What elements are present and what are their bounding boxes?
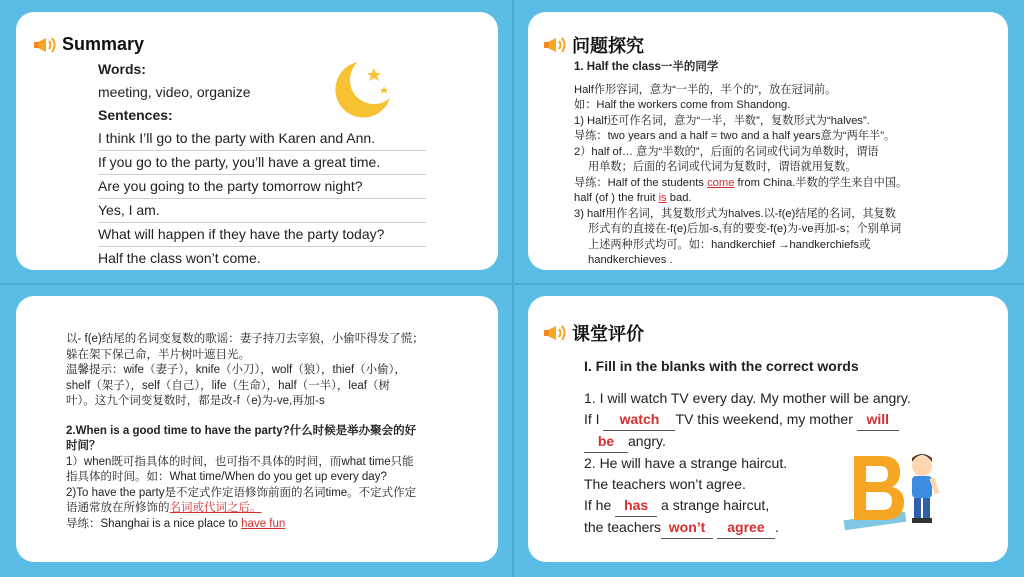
rules-panel <box>16 296 498 562</box>
text-span: angry. <box>628 433 666 449</box>
panel-divider-vertical <box>512 0 514 577</box>
panel-divider-horizontal <box>0 283 1024 285</box>
rules-line: 温馨提示：wife（妻子），knife（小刀），wolf（狼），thief（小偷）， <box>66 364 406 376</box>
explore-content <box>574 60 974 269</box>
exercise-line: 2. He will have a strange haircut. <box>584 455 788 471</box>
rules-line: 1）when既可指具体的时间，也可指不具体的时间，而what time只能 <box>66 455 414 468</box>
rules-line: shelf（架子），self（自己），life（生命），half（一半），leaf（树 <box>66 379 390 392</box>
text-span: 导练：Shanghai is a nice place to <box>66 517 242 530</box>
answer-blank-will: will <box>857 409 899 431</box>
text-span: 语通常放在所修饰的 <box>66 502 170 514</box>
rules-line: 叶）。这九个词变复数时，都是改-f（e)为-ve,再加-s <box>66 395 325 407</box>
summary-line: Half the class won’t come. <box>98 250 261 266</box>
text-span: bad. <box>666 192 692 204</box>
rules-line <box>66 501 476 517</box>
explore-line: 导练：two years and a half = two and a half years意为“两年半”。 <box>574 130 896 142</box>
text-span: 导练：Half of the students <box>574 176 708 189</box>
answer-word: have fun <box>241 517 286 530</box>
explore-header <box>542 32 644 58</box>
question-heading: 1. Half the class一半的同学 <box>574 61 719 73</box>
megaphone-icon <box>32 35 58 55</box>
answer-blank-has: has <box>615 495 657 517</box>
explore-line: 2）half of… 意为“半数的”，后面的名词或代词为单数时，谓语 <box>574 145 879 158</box>
evaluate-header <box>542 320 644 346</box>
evaluate-panel <box>528 296 1008 562</box>
exercise-heading: I. Fill in the blanks with the correct words <box>584 358 859 374</box>
answer-blank-watch: watch <box>603 409 675 431</box>
text-span: . <box>774 519 779 535</box>
explore-line: Half作形容词，意为“一半的，半个的”，放在冠词前。 <box>574 83 837 96</box>
section-label: Words: <box>98 61 146 77</box>
page-title: Summary <box>62 34 145 54</box>
megaphone-icon <box>542 35 568 55</box>
text-span: TV this weekend, my mother <box>675 411 857 427</box>
exercise-line <box>584 409 964 431</box>
text-span: If he <box>584 497 616 513</box>
rules-line: 2)To have the party是不定式作定语修饰前面的名词time。不定式作定 <box>66 486 417 499</box>
answer-word: 名词或代词之后。 <box>169 502 262 514</box>
letter-b-boy-illustration <box>840 446 948 542</box>
explore-line: 如：Half the workers come from Shandong. <box>574 99 791 111</box>
summary-header <box>32 34 144 55</box>
summary-line: Yes, I am. <box>98 199 426 223</box>
explore-line: 用单数；后面的名词或代词为复数时，谓语就用复数。 <box>588 161 857 173</box>
summary-line: If you go to the party, you’ll have a great time. <box>98 151 426 175</box>
explore-line: 1) Half还可作名词，意为“一半，半数”，复数形式为“halves”. <box>574 114 870 127</box>
summary-panel <box>16 12 498 270</box>
text-span: half (of ) the fruit <box>574 192 659 204</box>
summary-line: Are you going to the party tomorrow night? <box>98 175 426 199</box>
text-span: from China.半数的学生来自中国。 <box>734 176 908 189</box>
answer-blank-be: be <box>584 431 628 453</box>
exercise-line: The teachers won’t agree. <box>584 476 746 492</box>
explore-line: 上述两种形式均可。如：handkerchief →handkerchiefs或 <box>588 238 871 251</box>
explore-line <box>574 191 974 207</box>
section-label: Sentences: <box>98 107 173 123</box>
explore-title: 问题探究 <box>572 36 644 56</box>
text-span: the teachers <box>584 519 662 535</box>
question-heading: 2.When is a good time to have the party?什么时候是举办聚会的好 <box>66 424 417 437</box>
text-span: If I <box>584 411 604 427</box>
explore-line <box>574 176 974 192</box>
evaluate-title: 课堂评价 <box>572 324 644 344</box>
explore-line: 形式有的直接在-f(e)后加-s,有的要变-f(e)为-ve再加-s；个别单词 <box>588 223 902 235</box>
rules-line: 躲在架下保己命，半片树叶遮目光。 <box>66 348 250 361</box>
moon-icon <box>328 58 394 122</box>
megaphone-icon <box>542 323 568 343</box>
rules-line: 以- f(e)结尾的名词变复数的歌谣：妻子持刀去宰狼，小偷吓得发了慌； <box>66 333 424 345</box>
answer-word: come <box>707 176 735 189</box>
rules-content <box>66 332 476 532</box>
explore-panel <box>528 12 1008 270</box>
answer-word: is <box>658 192 667 204</box>
exercise-line: 1. I will watch TV every day. My mother will be angry. <box>584 390 911 406</box>
summary-line: What will happen if they have the party today? <box>98 223 426 247</box>
text-span: a strange haircut, <box>657 497 770 513</box>
summary-line: I think I’ll go to the party with Karen and Ann. <box>98 127 426 151</box>
explore-line: 3) half用作名词，其复数形式为halves.以-f(e)结尾的名词，其复数 <box>574 207 896 220</box>
answer-blank-wont: won’t <box>661 517 713 539</box>
answer-blank-agree: agree <box>717 517 775 539</box>
question-heading: 时间？ <box>66 440 101 452</box>
summary-line: meeting, video, organize <box>98 84 251 100</box>
rules-line: 指具体的时间。如：What time/When do you get up every day? <box>66 471 387 483</box>
rules-line <box>66 517 476 533</box>
explore-line: handkerchieves . <box>588 254 673 266</box>
